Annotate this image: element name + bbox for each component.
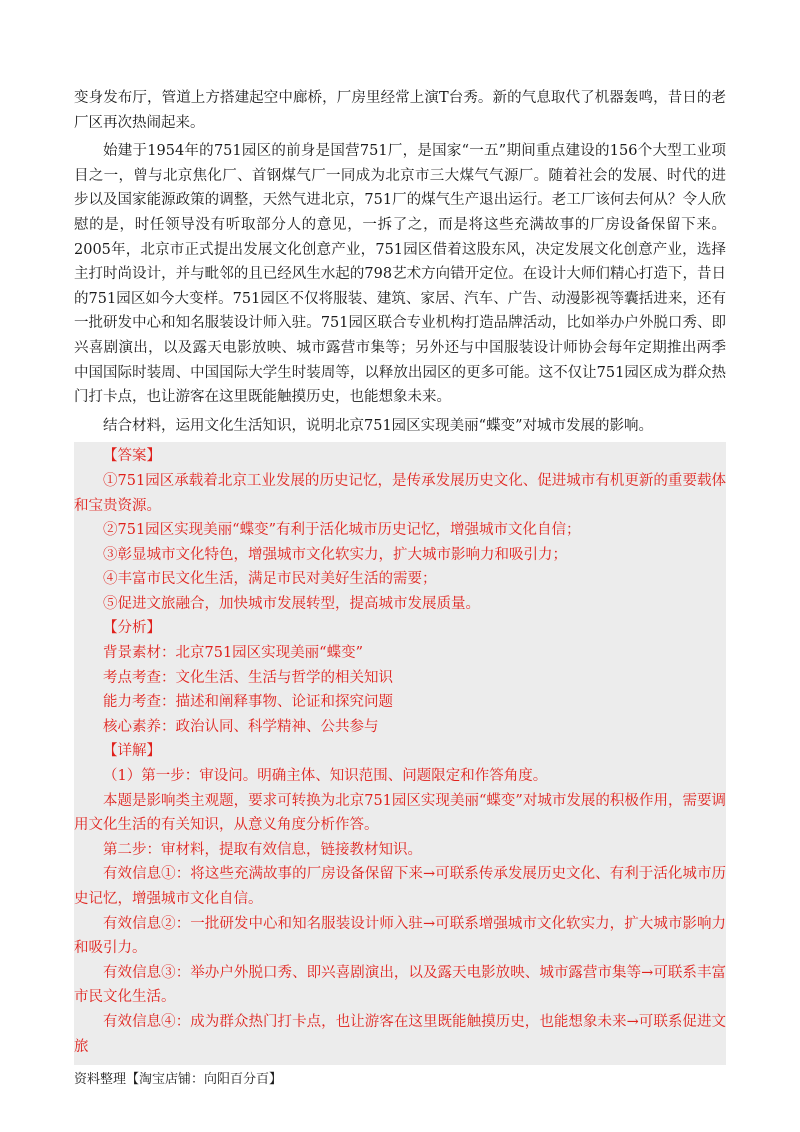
- analysis-heading: 【分析】: [103, 620, 161, 637]
- detail-step-1-text: 本题是影响类主观题，要求可转换为北京751园区实现美丽“蝶变”对城市发展的积极作用，需要调用文化生活的有关知识，从意义角度分析作答。: [74, 792, 726, 834]
- document-body: [74, 86, 726, 1065]
- question-text: 结合材料，运用文化生活知识，说明北京751园区实现美丽“蝶变”对城市发展的影响。: [103, 417, 653, 434]
- analysis-line-3: 能力考查：描述和阐释事物、论证和探究问题: [103, 694, 393, 711]
- answer-heading: 【答案】: [103, 448, 161, 465]
- analysis-line-1: 背景素材：北京751园区实现美丽“蝶变”: [103, 645, 364, 662]
- answer-box: [74, 442, 726, 1065]
- passage-paragraph-0: 变身发布厅，管道上方搭建起空中廊桥，厂房里经常上演T台秀。新的气息取代了机器轰鸣，昔日的老厂区再次热闹起来。: [74, 90, 726, 131]
- detail-info-4: 有效信息④：成为群众热门打卡点，也让游客在这里既能触摸历史，也能想象未来→可联系促进文旅: [74, 1013, 726, 1055]
- answer-item-4: ④丰富市民文化生活，满足市民对美好生活的需要；: [103, 571, 437, 588]
- answer-item-1: ①751园区承载着北京工业发展的历史记忆，是传承发展历史文化、促进城市有机更新的重要载体和宝贵资源。: [74, 472, 726, 514]
- passage-paragraph-1: 始建于1954年的751园区的前身是国营751厂，是国家“一五”期间重点建设的156个大型工业项目之一，曾与北京焦化厂、首钢煤气厂一同成为北京市三大煤气气源厂。随着社会的发展、时代的进步以及国家能源政策的调整，天然气进北京，751厂的煤气生产退出运行。老工厂该何去何从？令人欣慰的是，时任领导没有听取部分人的意见，一拆了之，而是将这些充满故事的厂房设备保留下来。2005年，北京市正式提出发展文化创意产业，751园区借着这股东风，决定发展文化创意产业，选择主打时尚设计，并与毗邻的且已经风生水起的798艺术方向错开定位。在设计大师们精心打造下，昔日的751园区如今大变样。751园区不仅将服装、建筑、家居、汽车、广告、动漫影视等囊括进来，还有一批研发中心和知名服装设计师入驻。751园区联合专业机构打造品牌活动，比如举办户外脱口秀、即兴喜剧演出，以及露天电影放映、城市露营市集等；另外还与中国服装设计师协会每年定期推出两季中国国际时装周、中国国际大学生时装周等，以释放出园区的更多可能。这不仅让751园区成为群众热门打卡点，也让游客在这里既能触摸历史，也能想象未来。: [74, 143, 726, 406]
- detail-heading: 【详解】: [103, 743, 161, 760]
- detail-info-3: 有效信息③：举办户外脱口秀、即兴喜剧演出，以及露天电影放映、城市露营市集等→可联系丰富市民文化生活。: [74, 964, 726, 1006]
- analysis-line-2: 考点考查：文化生活、生活与哲学的相关知识: [103, 669, 393, 686]
- detail-info-2: 有效信息②：一批研发中心和知名服装设计师入驻→可联系增强城市文化软实力，扩大城市影响力和吸引力。: [74, 915, 726, 957]
- analysis-line-4: 核心素养：政治认同、科学精神、公共参与: [103, 718, 379, 735]
- detail-step-1: （1）第一步：审设问。明确主体、知识范围、问题限定和作答角度。: [103, 768, 548, 785]
- page-footer: 资料整理【淘宝店铺：向阳百分百】: [74, 1072, 283, 1087]
- detail-info-1: 有效信息①：将这些充满故事的厂房设备保留下来→可联系传承发展历史文化、有利于活化城市历史记忆，增强城市文化自信。: [74, 866, 726, 907]
- answer-item-5: ⑤促进文旅融合，加快城市发展转型，提高城市发展质量。: [103, 595, 480, 612]
- detail-step-2: 第二步：审材料，提取有效信息，链接教材知识。: [103, 841, 422, 858]
- answer-item-3: ③彰显城市文化特色，增强城市文化软实力，扩大城市影响力和吸引力；: [103, 546, 567, 563]
- answer-item-2: ②751园区实现美丽“蝶变”有利于活化城市历史记忆，增强城市文化自信；: [103, 522, 581, 539]
